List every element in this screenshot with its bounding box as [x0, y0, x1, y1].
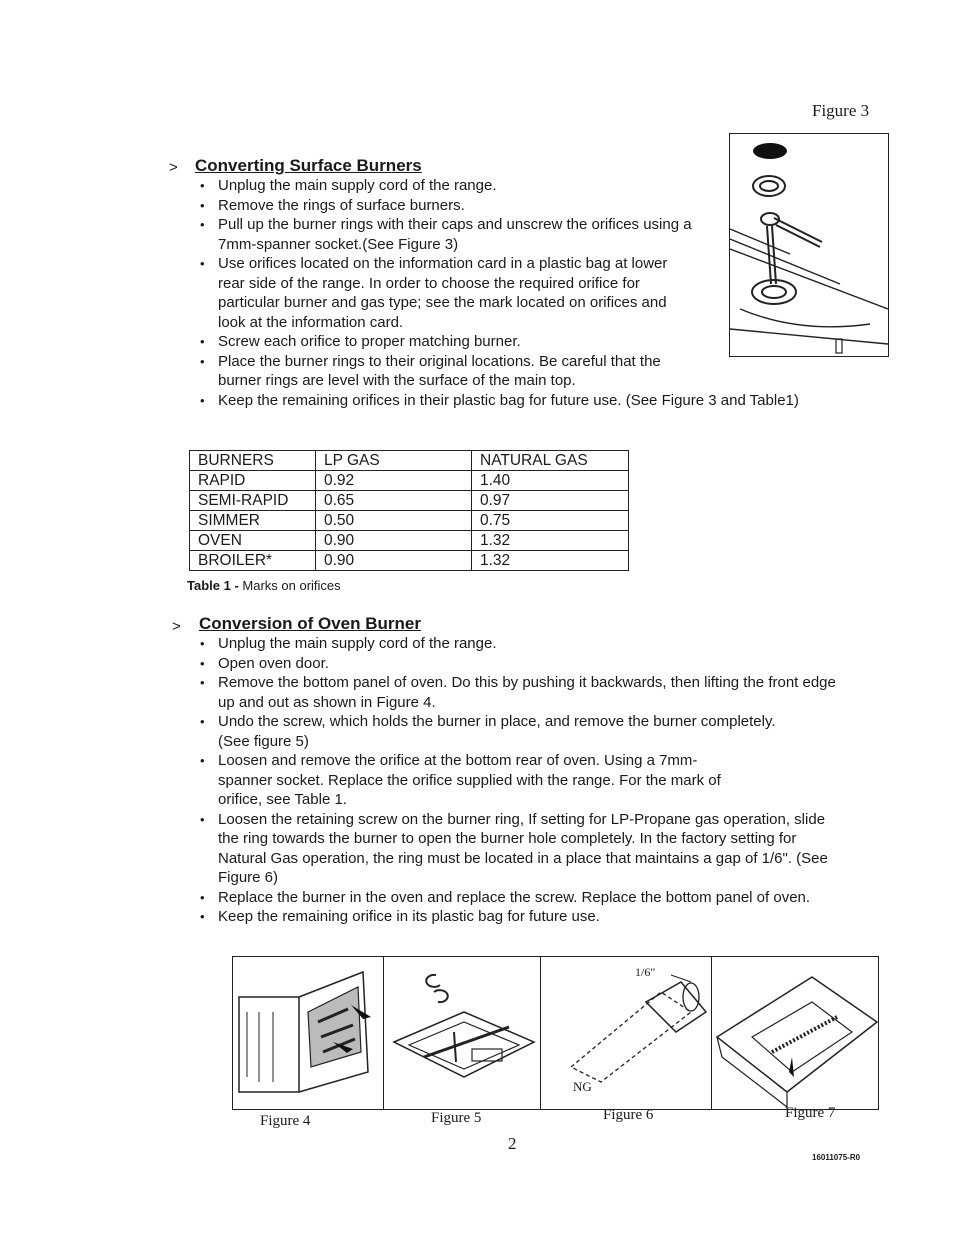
list-item: • Loosen and remove the orifice at the bottom rear of oven. Using a 7mm-spanner socket. Replace the orifice supplied with the range. For the mark of orifice, see Table 1. [196, 751, 738, 810]
figure-3-illustration [729, 133, 889, 357]
table-cell: 0.92 [316, 471, 472, 491]
section-1-list [196, 176, 799, 410]
list-item: • Screw each orifice to proper matching burner. [196, 332, 696, 352]
table-header-row [190, 451, 629, 471]
list-item: • Unplug the main supply cord of the range. [196, 634, 836, 654]
table-cell: SEMI-RAPID [190, 491, 316, 511]
figure-5-illustration [384, 957, 541, 1109]
figure-7-label: Figure 7 [785, 1105, 836, 1121]
table-row [190, 471, 629, 491]
table-cell: RAPID [190, 471, 316, 491]
section-1-arrow: > [169, 159, 178, 176]
table-caption [187, 578, 341, 593]
table-row [190, 511, 629, 531]
section-2-heading: Conversion of Oven Burner [199, 614, 421, 633]
figure-6-illustration [541, 957, 712, 1109]
list-item: • Loosen the retaining screw on the burner ring, If setting for LP-Propane gas operation, slide the ring towards the burner to open the burner hole completely. In the factory setting for Natural Gas operation, the ring must be located in a place that maintains a gap of 1/6". (See Figure 6) [196, 810, 836, 888]
list-item: • Undo the screw, which holds the burner in place, and remove the burner completely. (See figure 5) [196, 712, 778, 751]
list-item: • Keep the remaining orifice in its plastic bag for future use. [196, 907, 836, 927]
table-header-cell: NATURAL GAS [472, 451, 629, 471]
table-caption-label: Table 1 - [187, 578, 239, 593]
list-item: • Keep the remaining orifices in their plastic bag for future use. (See Figure 3 and Table1) [196, 391, 838, 411]
list-item: • Unplug the main supply cord of the range. [196, 176, 696, 196]
list-item: • Use orifices located on the information card in a plastic bag at lower rear side of the range. In order to choose the required orifice for particular burner and gas type; see the mark located on orifices and look at the information card. [196, 254, 696, 332]
list-item: • Remove the bottom panel of oven. Do this by pushing it backwards, then lifting the front edge up and out as shown in Figure 4. [196, 673, 836, 712]
table-cell: BROILER* [190, 551, 316, 571]
table-cell: 1.32 [472, 551, 629, 571]
figure-3-label: Figure 3 [812, 101, 870, 120]
section-2-list [196, 634, 836, 927]
list-item: • Pull up the burner rings with their caps and unscrew the orifices using a 7mm-spanner socket.(See Figure 3) [196, 215, 696, 254]
list-item: • Open oven door. [196, 654, 836, 674]
figure-4-label: Figure 4 [260, 1113, 311, 1129]
table-row [190, 551, 629, 571]
list-item: • Place the burner rings to their original locations. Be careful that the burner rings are level with the surface of the main top. [196, 352, 696, 391]
table-cell: OVEN [190, 531, 316, 551]
document-code: 16011075-R0 [812, 1153, 861, 1162]
table-header-cell: LP GAS [316, 451, 472, 471]
figure-4-illustration [233, 957, 384, 1109]
table-header-cell: BURNERS [190, 451, 316, 471]
list-item: • Replace the burner in the oven and replace the screw. Replace the bottom panel of oven. [196, 888, 836, 908]
table-cell: 1.32 [472, 531, 629, 551]
figures-4-7-strip [232, 956, 879, 1110]
list-item: • Remove the rings of surface burners. [196, 196, 696, 216]
figure-7-illustration [712, 957, 879, 1109]
figure-5-label: Figure 5 [431, 1110, 482, 1126]
table-cell: 0.50 [316, 511, 472, 531]
table-caption-text: Marks on orifices [238, 578, 341, 593]
table-row [190, 491, 629, 511]
table-cell: 0.90 [316, 551, 472, 571]
table-row [190, 531, 629, 551]
page-number: 2 [508, 1134, 517, 1153]
section-1-heading: Converting Surface Burners [195, 156, 422, 175]
table-cell: 0.65 [316, 491, 472, 511]
figure-6-ng-label: NG [573, 1079, 592, 1094]
table-cell: SIMMER [190, 511, 316, 531]
figure-6-label: Figure 6 [603, 1107, 654, 1123]
table-cell: 0.97 [472, 491, 629, 511]
section-2-arrow: > [172, 618, 181, 635]
orifice-marks-table [189, 450, 629, 571]
table-cell: 1.40 [472, 471, 629, 491]
table-cell: 0.75 [472, 511, 629, 531]
figure-6-gap-label: 1/6" [635, 965, 656, 979]
table-cell: 0.90 [316, 531, 472, 551]
